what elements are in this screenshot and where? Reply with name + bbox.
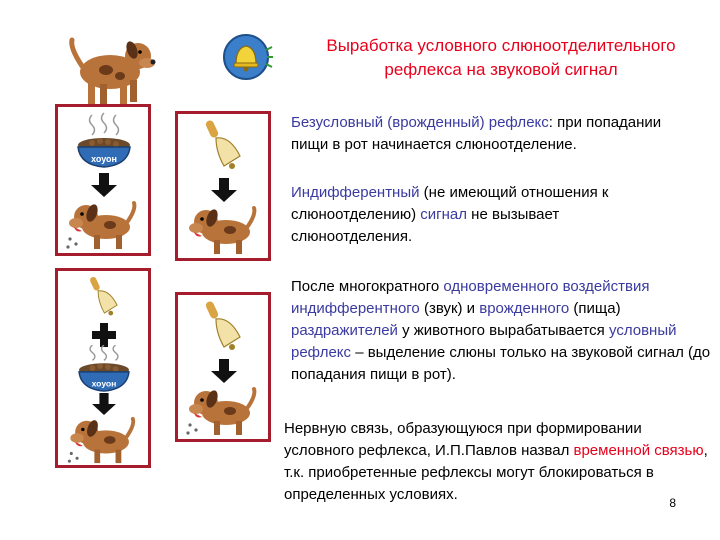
text-segment: Нервную связь, образующуюся при формировании условного рефлекса, И.П.Павлов назвал — [284, 420, 642, 459]
text-segment: (пища) — [569, 300, 621, 317]
conditioning-text — [291, 276, 711, 386]
text-segment: (звук) и — [419, 300, 480, 317]
term-temporary-connection: временной связью — [573, 442, 704, 459]
temporary-connection-text — [284, 418, 714, 506]
term-simultaneous: одновременного воздействия индифферентного — [291, 278, 650, 317]
conditioned-reflex-frame — [175, 292, 271, 442]
salivating-dog-icon — [64, 199, 144, 251]
term-conditioned-reflex: условный рефлекс — [291, 322, 677, 361]
salivating-dog-icon — [184, 385, 264, 437]
term-signal: сигнал — [420, 206, 468, 223]
arrow-down-icon — [211, 359, 237, 383]
page-title: Выработка условного слюноотделительного рефлекса на звуковой сигнал — [326, 36, 676, 79]
text-segment: : при попадании пищи в рот начинается слюноотделение. — [291, 114, 662, 153]
combined-stimuli-frame — [55, 268, 151, 468]
hand-bell-icon — [202, 299, 250, 357]
page-number: 8 — [669, 496, 676, 510]
bell-icon — [222, 32, 274, 82]
unconditioned-reflex-frame — [55, 104, 151, 256]
term-unconditioned-reflex: Безусловный (врожденный) рефлекс — [291, 114, 549, 131]
text-segment: – выделение слюны только на звуковой сигнал (до попадания пищи в рот). — [291, 344, 711, 383]
arrow-down-icon — [211, 178, 237, 202]
indifferent-signal-text — [291, 182, 681, 248]
bowl-label: хоуон — [91, 378, 117, 389]
bowl-label: хоуон — [91, 154, 117, 164]
text-segment: у животного вырабатывается — [397, 322, 609, 339]
text-segment: После многократного — [291, 278, 444, 295]
term-indifferent: Индифферентный — [291, 184, 420, 201]
hand-bell-icon — [202, 118, 250, 176]
unconditioned-reflex-text — [291, 112, 671, 156]
food-bowl-icon — [70, 111, 138, 171]
salivating-dog-icon — [64, 415, 144, 465]
indifferent-signal-frame — [175, 111, 271, 261]
dog-icon — [58, 30, 158, 110]
arrow-down-icon — [91, 393, 117, 415]
text-segment: (не имеющий отношения к слюноотделению) — [291, 184, 609, 223]
text-segment: , т.к. приобретенные рефлексы могут блокироваться в определенных условиях. — [284, 442, 708, 503]
term-innate: врожденного — [479, 300, 570, 317]
text-segment: не вызывает слюноотделения. — [291, 206, 560, 245]
hand-bell-icon — [82, 275, 130, 321]
food-bowl-icon — [70, 345, 138, 393]
plus-icon — [92, 323, 116, 347]
dog-icon — [184, 204, 264, 256]
term-stimuli: раздражителей — [291, 322, 398, 339]
arrow-down-icon — [91, 173, 117, 197]
